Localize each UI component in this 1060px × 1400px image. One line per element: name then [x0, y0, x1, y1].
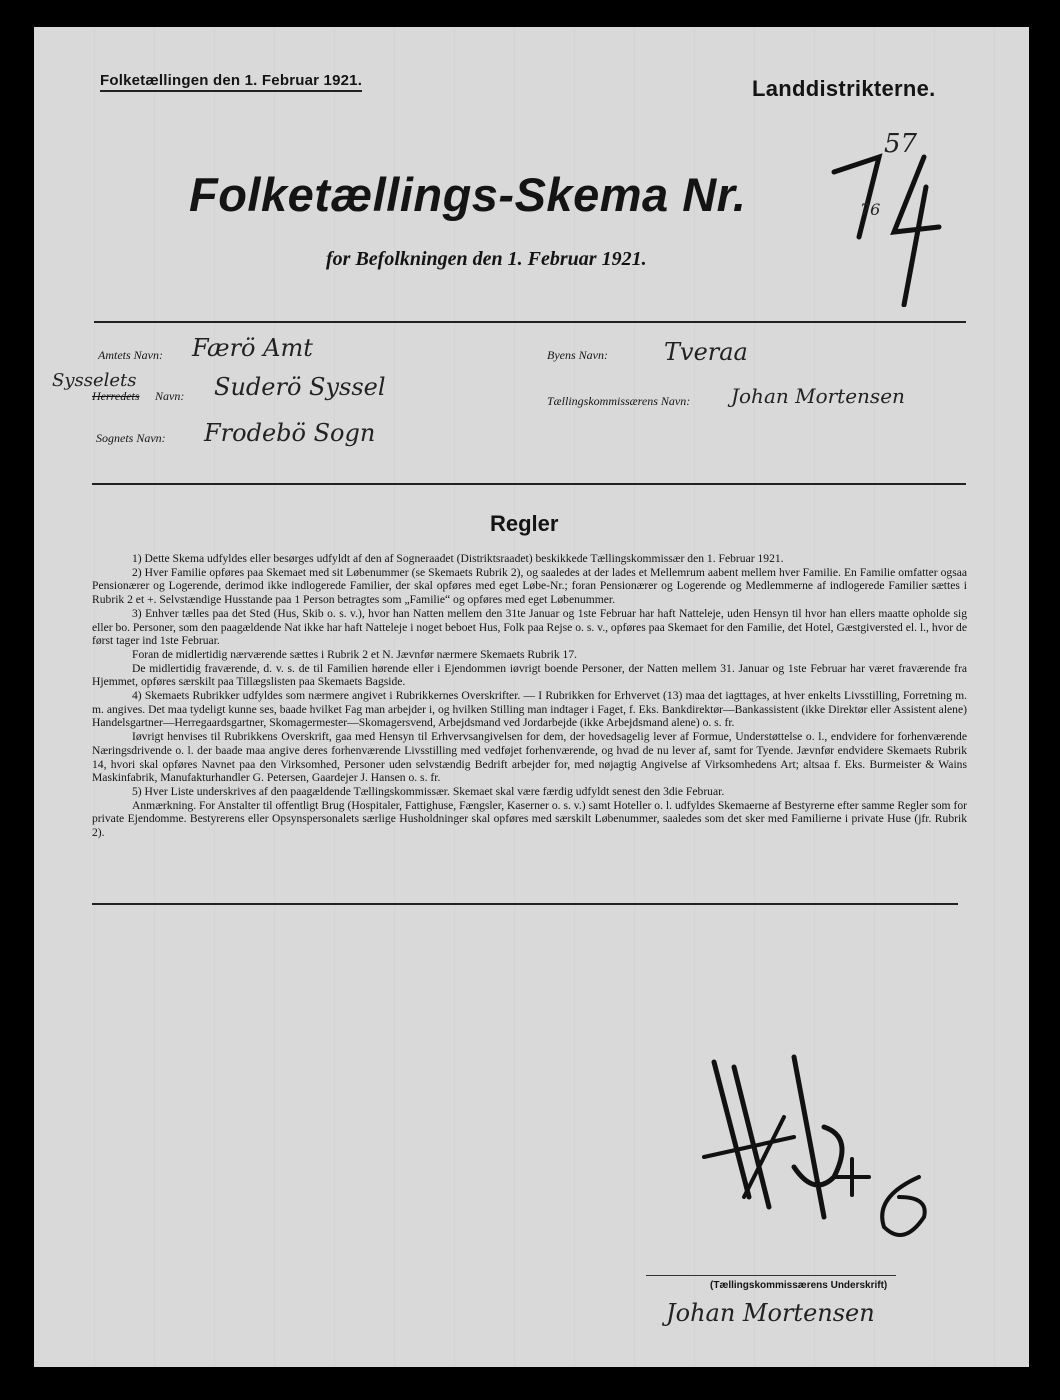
rules-heading: Regler — [490, 511, 559, 536]
herred-label: Navn: — [155, 389, 185, 403]
form-title: Folketællings-Skema Nr. — [189, 168, 747, 221]
sogn-value: Frodebö Sogn — [204, 419, 376, 447]
divider — [94, 321, 966, 323]
rule-paragraph: Foran de midlertidig nærværende sættes i Rubrik 2 et N. Jævnfør nærmere Skemaets Rubrik 17. — [132, 647, 578, 661]
byens-label: Byens Navn: — [547, 348, 608, 362]
herred-value: Suderö Syssel — [214, 373, 386, 401]
herred-struck-label: Herredets — [92, 389, 140, 403]
rule-paragraph: De midlertidig fraværende, d. v. s. de til Familien hørende eller i Ejendommen iøvrigt boende Personer, der Natten mellem 31. Januar og 1ste Februar har været fraværende fra Hjemmet, opføres særskilt paa Tillægslisten paa Skemaets Bagside. — [92, 661, 967, 689]
kommissaer-value: Johan Mortensen — [731, 384, 905, 408]
rule-paragraph: 2) Hver Familie opføres paa Skemaet med sit Løbenummer (se Skemaets Rubrik 2), og saaledes at der lades et Mellemrum aabent mellem hver Familie. En Familie omfatter ogsaa Pensionærer og Logerende, derimod ikke indlogerede Familier, der skal opføres med eget Løbe-Nr.; foran Pensionærer og Logerende og Medlemmerne af indlogerede Familier sættes i Rubrik 2 et +. Selvstændige Husstande paa 1 Person betragtes som „Familie“ og opføres med eget Løbenummer. — [92, 565, 967, 607]
kommissaer-label: Tællingskommissærens Navn: — [547, 394, 691, 408]
census-form-page — [34, 27, 1029, 1367]
form-subtitle: for Befolkningen den 1. Februar 1921. — [326, 248, 647, 270]
signature-line — [646, 1275, 896, 1276]
handwritten-corrected-number: 57 — [884, 129, 918, 159]
rule-paragraph: 3) Enhver tælles paa det Sted (Hus, Skib o. s. v.), hvor han Natten mellem den 31te Januar og 1ste Februar har haft Natteleje, uden Hensyn til hvor han ellers maatte opholde sig eller bo. Personer, som den paagældende Nat ikke har haft Natteleje i noget beboet Hus, Folk paa Rejse o. s. v., opføres paa Skemaet for den Familie, det Hotel, Gæstgiversted el. l., hvor de først tager ind 1ste Februar. — [92, 606, 967, 648]
divider — [92, 483, 966, 485]
handwritten-total-marks — [674, 1047, 934, 1237]
amt-label: Amtets Navn: — [98, 348, 163, 362]
commissioner-signature: Johan Mortensen — [666, 1299, 875, 1327]
district-type-heading: Landdistrikterne. — [752, 76, 936, 101]
handwritten-small-number-2: 76 — [860, 200, 881, 219]
signature-label: (Tællingskommissærens Underskrift) — [710, 1280, 888, 1291]
amt-value: Færö Amt — [192, 334, 313, 362]
divider — [92, 903, 958, 905]
byens-value: Tveraa — [664, 338, 748, 366]
handwritten-form-number — [814, 127, 944, 307]
rule-paragraph: Iøvrigt henvises til Rubrikkens Overskrift, gaa med Hensyn til Erhvervsangivelsen for dem, der hovedsagelig lever af Formue, Understøttelse o. l., endvidere for forhenværende Næringsdrivende o. l. der baade maa angive deres forhenværende Livsstilling med vedføjet forhenværende, og hvad de nu lever af, samt for Tyende. Jævnfør endvidere Skemaets Rubrik 14, hvori skal opføres Navnet paa den Virksomhed, Personer uden selvstændig Bedrift arbejder for, med nøjagtig Angivelse af Virksomhedens Art; altsaa f. Eks. Burmeister & Wains Maskinfabrik, Manufakturhandler G. Petersen, Gaardejer J. Hansen o. s. fr. — [92, 730, 967, 785]
rule-paragraph: 5) Hver Liste underskrives af den paagældende Tællingskommissær. Skemaet skal være færdig udfyldt senest den 3die Februar. — [132, 784, 725, 798]
sogn-label: Sognets Navn: — [96, 431, 166, 445]
herred-prefix-handwritten: Sysselets — [52, 370, 137, 391]
rule-paragraph: 4) Skemaets Rubrikker udfyldes som nærmere angivet i Rubrikkernes Overskrifter. — I Rubrikken for Erhvervet (13) maa det iagttages, at hver enkelts Livsstilling, Forretning m. m. angives. Det maa tydeligt kunne ses, baade hvilket Fag man arbejder i, og hvilken Stilling man indtager i Faget, f. Eks. Bankdirektør—Bankassistent (ikke Direktør eller Assistent alene) Handelsgartner—Herregaardsgartner, Skomagermester—Skomagersvend, Arbejdsmand ved Jordarbejde (ikke Arbejdsmand alene) o. s. fr. — [92, 689, 967, 730]
rules-body — [92, 552, 967, 840]
rule-paragraph: 1) Dette Skema udfyldes eller besørges udfyldt af den af Sogneraadet (Distriktsraadet) beskikkede Tællingskommissær den 1. Februar 1921. — [132, 552, 784, 565]
census-date-heading: Folketællingen den 1. Februar 1921. — [100, 72, 362, 92]
rule-paragraph: Anmærkning. For Anstalter til offentligt Brug (Hospitaler, Fattighuse, Fængsler, Kaserner o. s. v.) samt Hoteller o. l. udfyldes Skemaerne af Bestyrerne efter samme Regler som for private Ejendomme. Bestyrerens eller Opsynspersonalets særlige Husholdninger skal opføres med særskilt Løbenummer, saaledes som det sker med Familierne i private Huse (jfr. Rubrik 2). — [92, 798, 967, 840]
